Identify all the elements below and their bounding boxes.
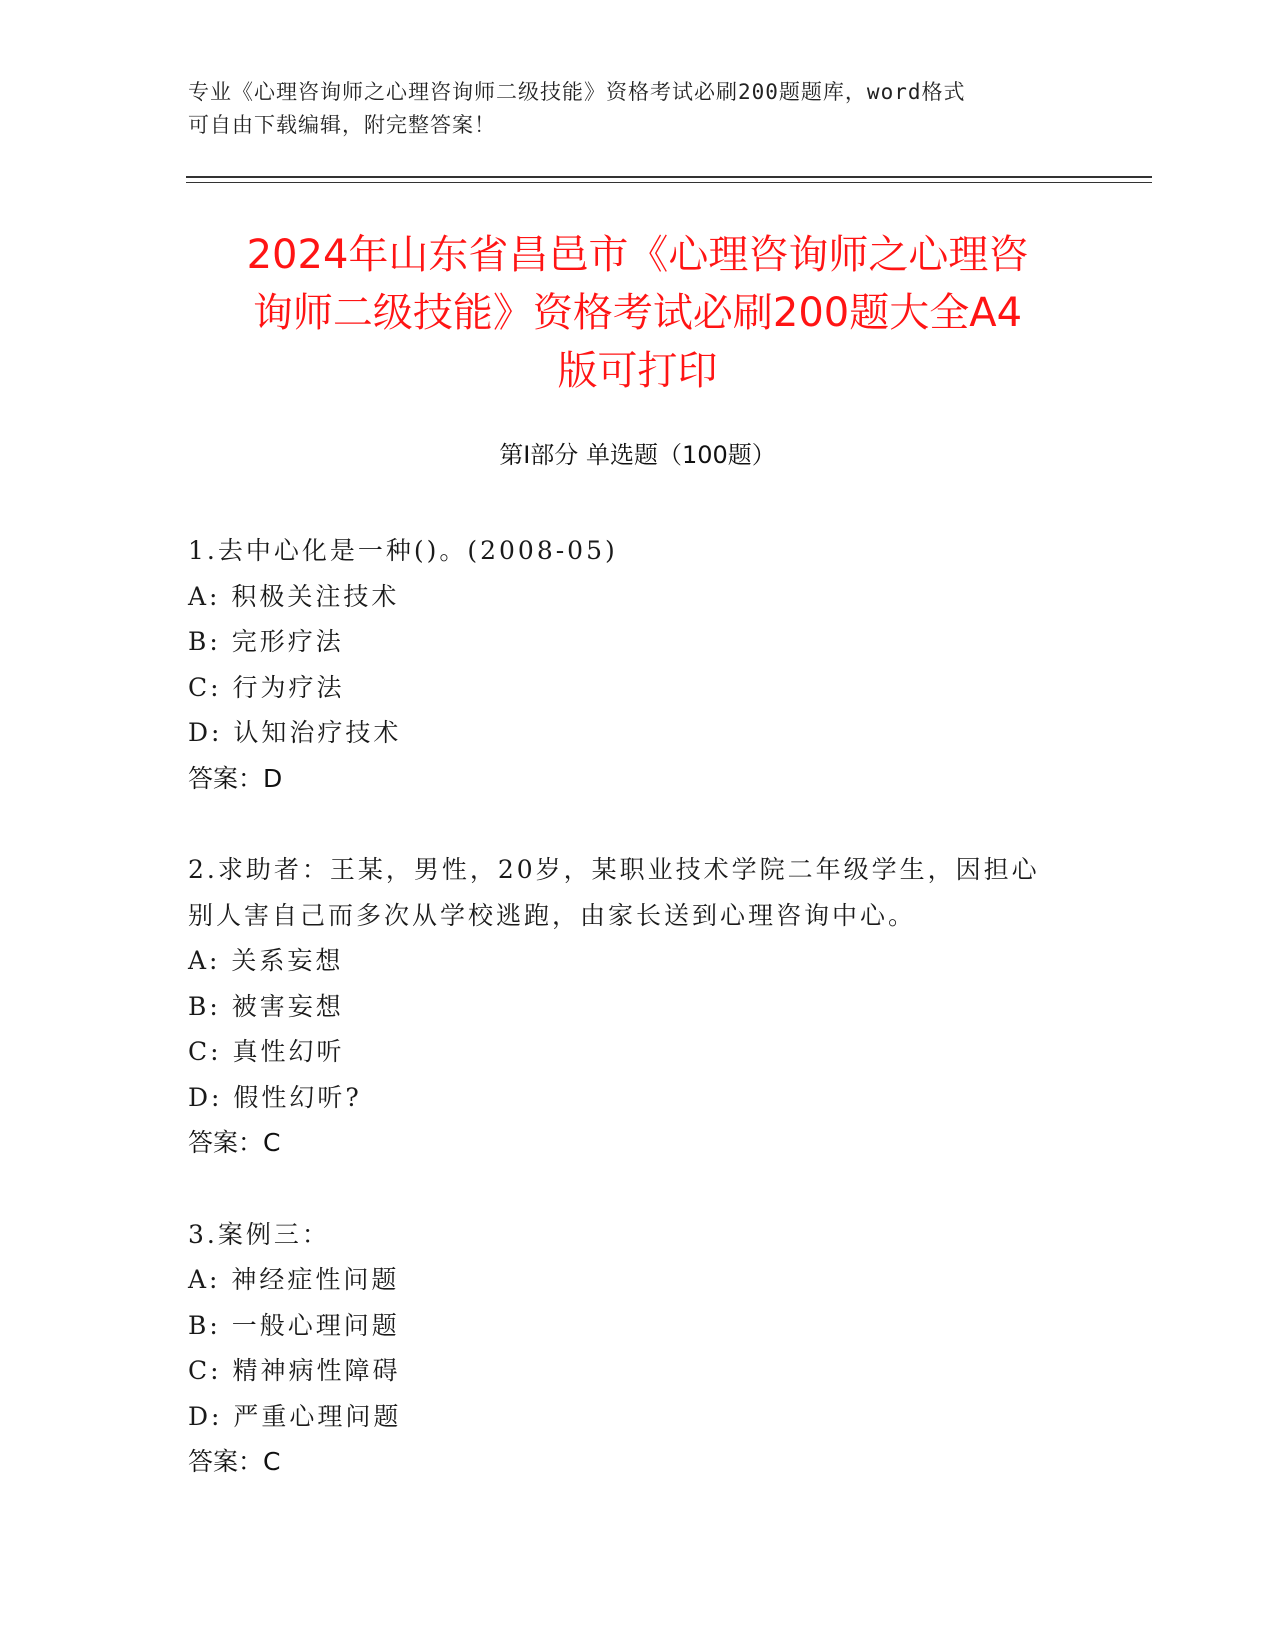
section-title: 第Ⅰ部分 单选题（100题） bbox=[499, 441, 776, 469]
option-c: C: 精神病性障碍 bbox=[188, 1356, 401, 1385]
title-line-3: 版可打印 bbox=[557, 348, 718, 394]
option-b: B: 完形疗法 bbox=[188, 627, 344, 656]
option-a: A: 神经症性问题 bbox=[188, 1265, 400, 1294]
question-2 bbox=[188, 847, 1088, 1166]
option-b: B: 被害妄想 bbox=[188, 991, 344, 1021]
question-list bbox=[188, 528, 1088, 1531]
question-stem: 1.去中心化是一种()。(2008-05) bbox=[188, 536, 618, 565]
document-title bbox=[150, 226, 1125, 400]
answer: 答案：C bbox=[188, 1128, 281, 1157]
title-line-2: 询师二级技能》资格考试必刷200题大全A4 bbox=[252, 290, 1023, 336]
option-c: C: 行为疗法 bbox=[188, 672, 345, 702]
option-a: A: 积极关注技术 bbox=[188, 581, 400, 611]
header-divider-thin bbox=[186, 182, 1152, 183]
question-stem: 3.案例三： bbox=[188, 1219, 330, 1249]
question-stem: 2.求助者：王某，男性，20岁，某职业技术学院二年级学生，因担心 bbox=[188, 855, 1040, 884]
option-a: A: 关系妄想 bbox=[188, 946, 344, 975]
option-d: D: 认知治疗技术 bbox=[188, 718, 402, 747]
title-line-1: 2024年山东省昌邑市《心理咨询师之心理咨 bbox=[246, 232, 1029, 278]
option-c: C: 真性幻听 bbox=[188, 1037, 345, 1066]
header-note-line-1: 专业《心理咨询师之心理咨询师二级技能》资格考试必刷200题题库，word格式 bbox=[188, 80, 966, 104]
option-d: D: 假性幻听? bbox=[188, 1082, 362, 1112]
question-stem-continued: 别人害自己而多次从学校逃跑，由家长送到心理咨询中心。 bbox=[188, 900, 917, 930]
option-d: D: 严重心理问题 bbox=[188, 1401, 402, 1431]
header-note bbox=[188, 76, 1068, 142]
option-b: B: 一般心理问题 bbox=[188, 1310, 400, 1340]
question-3 bbox=[188, 1212, 1088, 1485]
answer: 答案：D bbox=[188, 763, 283, 793]
header-divider-thick bbox=[186, 176, 1152, 178]
question-1 bbox=[188, 528, 1088, 801]
header-note-line-2: 可自由下载编辑，附完整答案！ bbox=[188, 113, 496, 137]
answer: 答案：C bbox=[188, 1447, 281, 1476]
